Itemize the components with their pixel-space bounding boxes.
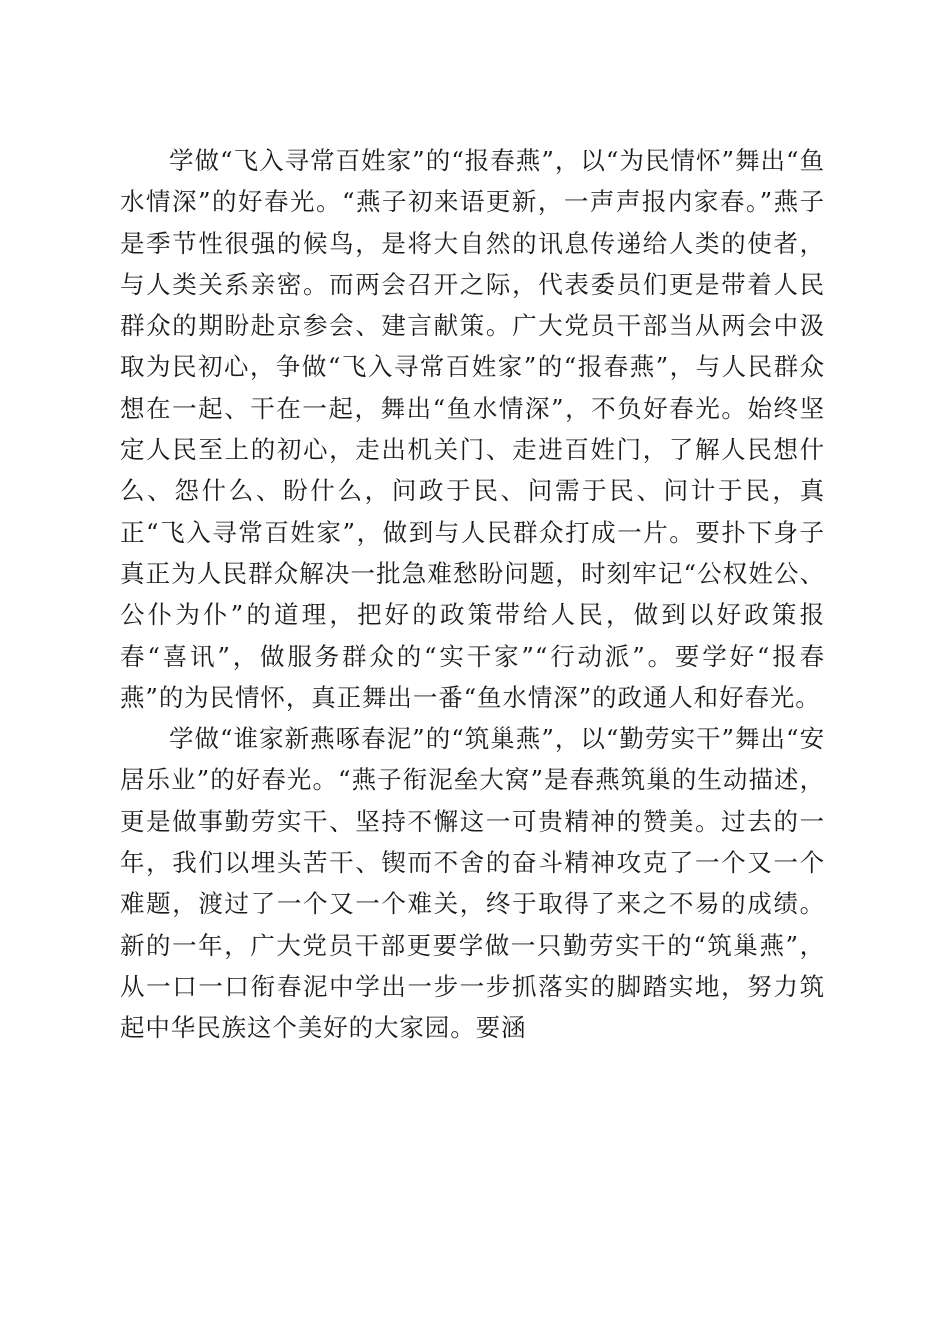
paragraph-1: 学做“飞入寻常百姓家”的“报春燕”，以“为民情怀”舞出“鱼水情深”的好春光。“燕子初来语更新，一声声报内家春。”燕子是季节性很强的候鸟，是将大自然的讯息传递给人类的使者，与人类关系亲密。而两会召开之际，代表委员们更是带着人民群众的期盼赴京参会、建言献策。广大党员干部当从两会中汲取为民初心，争做“飞入寻常百姓家”的“报春燕”，与人民群众想在一起、干在一起，舞出“鱼水情深”，不负好春光。始终坚定人民至上的初心，走出机关门、走进百姓门，了解人民想什么、怨什么、盼什么，问政于民、问需于民、问计于民，真正“飞入寻常百姓家”，做到与人民群众打成一片。要扑下身子真正为人民群众解决一批急难愁盼问题，时刻牢记“公权姓公、公仆为仆”的道理，把好的政策带给人民，做到以好政策报春“喜讯”，做服务群众的“实干家”“行动派”。要学好“报春燕”的为民情怀，真正舞出一番“鱼水情深”的政通人和好春光。 [120,146,825,712]
document-body [120,140,825,1049]
paragraph-2: 学做“谁家新燕啄春泥”的“筑巢燕”，以“勤劳实干”舞出“安居乐业”的好春光。“燕子衔泥垒大窝”是春燕筑巢的生动描述，更是做事勤劳实干、坚持不懈这一可贵精神的赞美。过去的一年，我们以埋头苦干、锲而不舍的奋斗精神攻克了一个又一个难题，渡过了一个又一个难关，终于取得了来之不易的成绩。新的一年，广大党员干部更要学做一只勤劳实干的“筑巢燕”，从一口一口衔春泥中学出一步一步抓落实的脚踏实地，努力筑起中华民族这个美好的大家园。要涵 [120,724,825,1043]
